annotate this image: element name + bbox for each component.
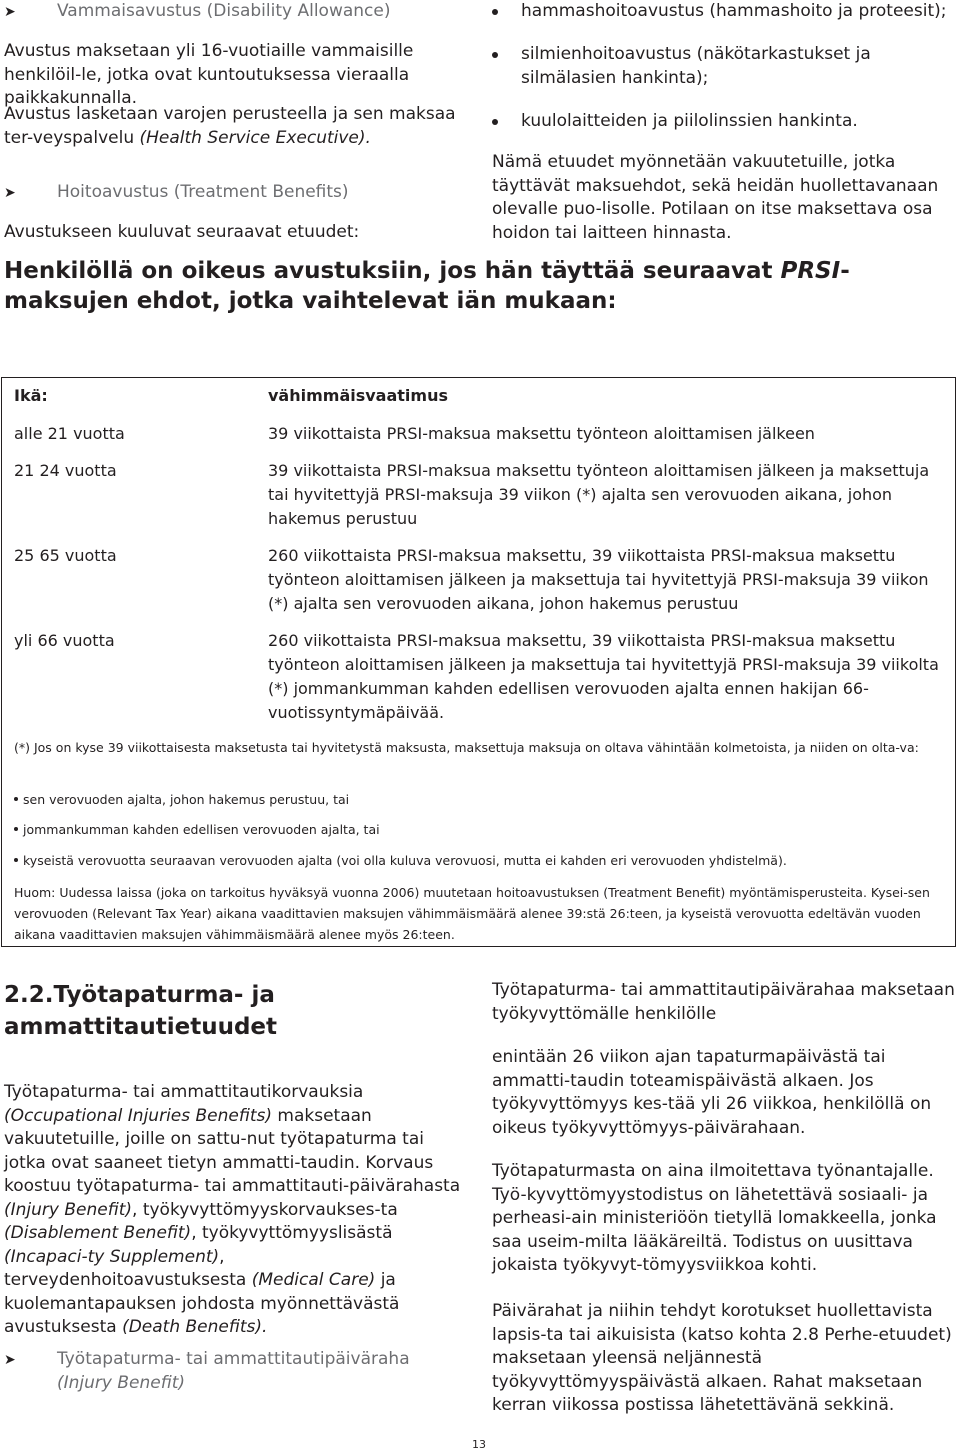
table-row-age: 21 24 vuotta [14,461,117,480]
table-row-requirement: 39 viikottaista PRSI-maksua maksettu työnteon aloittamisen jälkeen [268,424,815,443]
benefits-paragraph: Nämä etuudet myönnetään vakuutetuille, jotka täyttävät maksuehdot, sekä heidän huollettavanaan olevalle puo-lisolle. Potilaan on itse maksettava osa hoidon tai laitteen hinnasta. [492,152,939,243]
table-row-requirement: 260 viikottaista PRSI-maksua maksettu, 39 viikottaista PRSI-maksua maksettu työnteon aloittamisen jälkeen ja maksettuja tai hyvitettyjä PRSI-maksuja 39 viikon (*) ajalta sen verovuoden aikana, johon hakemus perustuu [268,546,929,613]
injury-paragraph-2: enintään 26 viikon ajan tapaturmapäivästä tai ammatti-taudin toteamispäivästä alkaen. Jos työkyvyttömyys kes-tää yli 26 viikkoa, henkilöllä on oikeus työkyvyttömyys-päivärahaan. [492,1047,932,1138]
bullet-icon [492,119,498,125]
table-row-requirement: 260 viikottaista PRSI-maksua maksettu, 39 viikottaista PRSI-maksua maksettu työnteon aloittamisen jälkeen ja maksettuja tai hyvitettyjä PRSI-maksuja 39 viikolta (*) jommankumman kahden edellisen verovuoden ajalta ennen hakijan 66-vuotissyntymäpäivää. [268,631,939,722]
disability-paragraph-2: Avustus lasketaan varojen perusteella ja sen maksaa ter-veyspalvelu (Health Service Executive). [4,104,456,148]
table-note: Huom: Uudessa laissa (joka on tarkoitus hyväksyä vuonna 2006) muutetaan hoitoavustuksen (Treatment Benefit) myöntämisperusteita. Kysei-sen verovuoden (Relevant Tax Year) aikana vaadittavien maksujen vähimmäismäärä alenee 39:stä 26:teen, ja kyseistä verovuotta edeltävän vuoden aikana vaadittavien maksujen vähimmäismäärä alenee myös 26:teen. [14,885,930,942]
injury-paragraph-1: Työtapaturma- tai ammattitautipäivärahaa maksetaan työkyvyttömälle henkilölle [492,980,955,1024]
list-item: kuulolaitteiden ja piilolinssien hankinta. [492,110,960,136]
arrow-icon: ➤ [4,4,16,20]
table-header-requirement: vähimmäisvaatimus [268,386,448,405]
footnote-list-item: kyseistä verovuotta seuraavan verovuoden ajalta (voi olla kuluva verovuosi, mutta ei kahden eri verovuoden yhdistelmä). [14,850,934,871]
disability-paragraph-1: Avustus maksetaan yli 16-vuotiaille vammaisille henkilöil-le, jotka ovat kuntoutuksessa vieraalla paikkakunnalla. [4,41,414,108]
arrow-icon: ➤ [4,1352,16,1368]
page-number: 13 [472,1438,486,1451]
list-item: hammashoitoavustus (hammashoito ja proteesit); [492,0,960,26]
treatment-intro: Avustukseen kuuluvat seuraavat etuudet: [4,222,360,242]
table-footnote: (*) Jos on kyse 39 viikottaisesta maksetusta tai hyvitetystä maksusta, maksettuja maksuja on oltava vähintään kolmetoista, ja niiden on olta-va: [14,740,919,755]
section-paragraph: Työtapaturma- tai ammattitautikorvauksia (Occupational Injuries Benefits) maksetaan vakuutetuille, joille on sattu-nut työtapaturma tai jotka ovat saaneet tietyn ammatti-taudin. Korvaus koostuu työtapaturma- tai ammattitauti-päivärahasta (Injury Benefit), työkyvyttömyyskorvaukses-ta (Disablement Benefit), työkyvyttömyyslisästä (Incapaci-ty Supplement), terveydenhoitoavustuksesta (Medical Care) ja kuolemantapauksen johdosta myönnettävästä avustuksesta (Death Benefits). [4,1082,461,1337]
footnote-list-item: sen verovuoden ajalta, johon hakemus perustuu, tai [14,789,934,810]
table-row-age: yli 66 vuotta [14,631,115,650]
table-row-requirement: 39 viikottaista PRSI-maksua maksettu työnteon aloittamisen jälkeen ja maksettuja tai hyvitettyjä PRSI-maksuja 39 viikon (*) ajalta sen verovuoden aikana, johon hakemus perustuu [268,461,930,528]
table-row-age: alle 21 vuotta [14,424,125,443]
table-row-age: 25 65 vuotta [14,546,117,565]
bullet-icon [492,52,498,58]
bullet-icon [492,9,498,15]
arrow-icon: ➤ [4,185,16,201]
injury-paragraph-4: Päivärahat ja niihin tehdyt korotukset huollettavista lapsis-ta tai aikuisista (katso kohta 2.8 Perhe-etuudet) maksetaan yleensä neljännestä työkyvyttömyyspäivästä alkaen. Rahat maksetaan kerran viikossa postissa lähetettävänä sekkinä. [492,1301,952,1415]
injury-paragraph-3: Työtapaturmasta on aina ilmoitettava työnantajalle. Työ-kyvyttömyystodistus on lähetettävä sosiaali- ja perheasi-ain ministeriöön tietyllä lomakkeella, jonka saa useim-milta lääkäreiltä. Todistus on uusittava jokaista työkyvyt-tömyysviikkoa kohti. [492,1161,937,1275]
eligibility-headline: Henkilöllä on oikeus avustuksiin, jos hän täyttää seuraavat PRSI-maksujen ehdot, jotka vaihtelevat iän mukaan: [4,258,850,314]
list-item: silmienhoitoavustus (näkötarkastukset ja silmälasien hankinta); [492,43,960,93]
footnote-list-item: jommankumman kahden edellisen verovuoden ajalta, tai [14,819,934,840]
table-header-age: Ikä: [14,386,48,405]
section-title: 2.2.Työtapaturma- ja ammattitautietuudet [4,982,278,1040]
